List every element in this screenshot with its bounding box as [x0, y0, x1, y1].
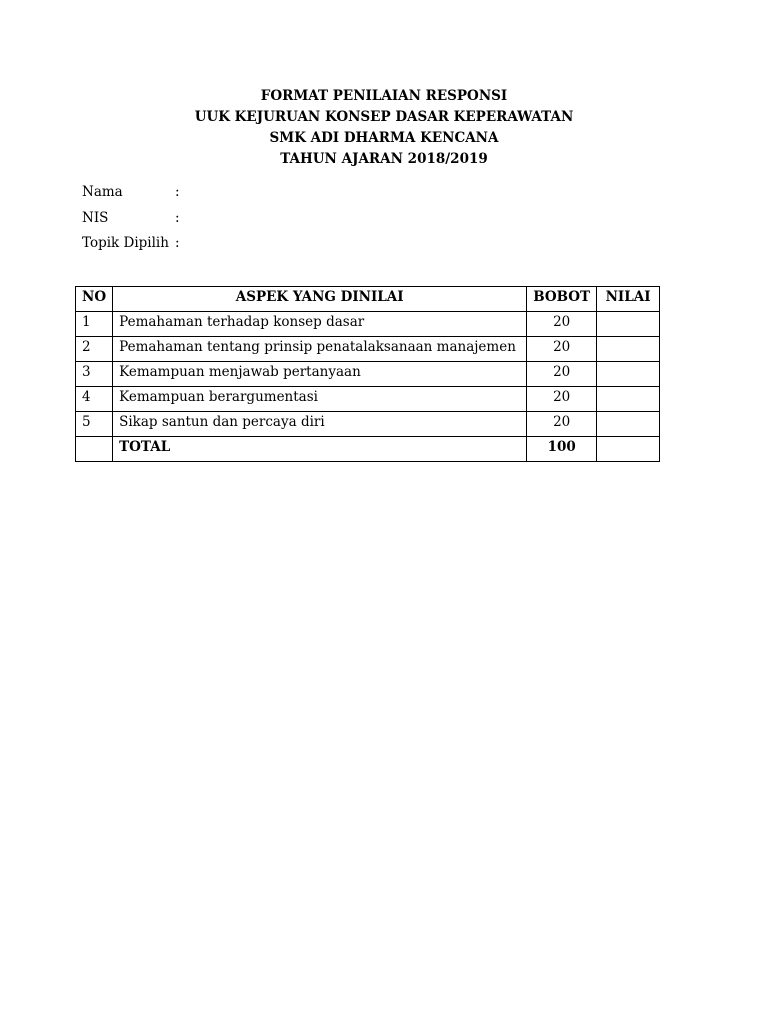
identity-fields — [82, 182, 185, 259]
table-row — [76, 412, 660, 437]
cell-bobot: 20 — [527, 337, 597, 362]
title-line-4: TAHUN AJARAN 2018/2019 — [280, 151, 488, 167]
field-label-topik: Topik Dipilih — [82, 235, 169, 251]
cell-nilai[interactable] — [597, 387, 660, 412]
cell-bobot: 20 — [527, 312, 597, 337]
title-line-1: FORMAT PENILAIAN RESPONSI — [260, 88, 508, 104]
table-row — [76, 312, 660, 337]
field-nis — [82, 208, 185, 234]
cell-no: 5 — [76, 412, 113, 437]
cell-aspek: Sikap santun dan percaya diri — [113, 412, 527, 437]
cell-no-empty — [76, 437, 113, 462]
field-topik — [82, 233, 185, 259]
cell-nilai[interactable] — [597, 312, 660, 337]
cell-nilai[interactable] — [597, 337, 660, 362]
table-row — [76, 362, 660, 387]
field-colon: : — [175, 235, 180, 251]
field-label-nama: Nama — [82, 184, 123, 200]
header-nilai: NILAI — [597, 287, 660, 312]
cell-no: 1 — [76, 312, 113, 337]
cell-nilai[interactable] — [597, 362, 660, 387]
field-label-nis: NIS — [82, 209, 109, 226]
header-bobot: BOBOT — [527, 287, 597, 312]
total-nilai[interactable] — [597, 437, 660, 462]
title-line-2: UUK KEJURUAN KONSEP DASAR KEPERAWATAN — [194, 109, 574, 125]
cell-bobot: 20 — [527, 387, 597, 412]
table-row — [76, 337, 660, 362]
cell-aspek: Kemampuan menjawab pertanyaan — [113, 362, 527, 387]
header-aspek: ASPEK YANG DINILAI — [113, 287, 527, 312]
cell-no: 3 — [76, 362, 113, 387]
field-colon: : — [175, 184, 180, 200]
total-label: TOTAL — [113, 437, 527, 462]
table-total-row — [76, 437, 660, 462]
header-no: NO — [76, 287, 113, 312]
cell-aspek: Kemampuan berargumentasi — [113, 387, 527, 412]
title-line-3: SMK ADI DHARMA KENCANA — [269, 130, 499, 146]
cell-no: 2 — [76, 337, 113, 362]
document-title — [0, 86, 768, 170]
total-bobot: 100 — [527, 437, 597, 462]
cell-bobot: 20 — [527, 362, 597, 387]
field-colon: : — [175, 209, 180, 226]
cell-aspek: Pemahaman tentang prinsip penatalaksanaan manajemen — [113, 337, 527, 362]
cell-no: 4 — [76, 387, 113, 412]
field-nama — [82, 182, 185, 208]
table-header-row — [76, 287, 660, 312]
cell-aspek: Pemahaman terhadap konsep dasar — [113, 312, 527, 337]
assessment-table — [75, 286, 660, 462]
table-row — [76, 387, 660, 412]
cell-nilai[interactable] — [597, 412, 660, 437]
cell-bobot: 20 — [527, 412, 597, 437]
